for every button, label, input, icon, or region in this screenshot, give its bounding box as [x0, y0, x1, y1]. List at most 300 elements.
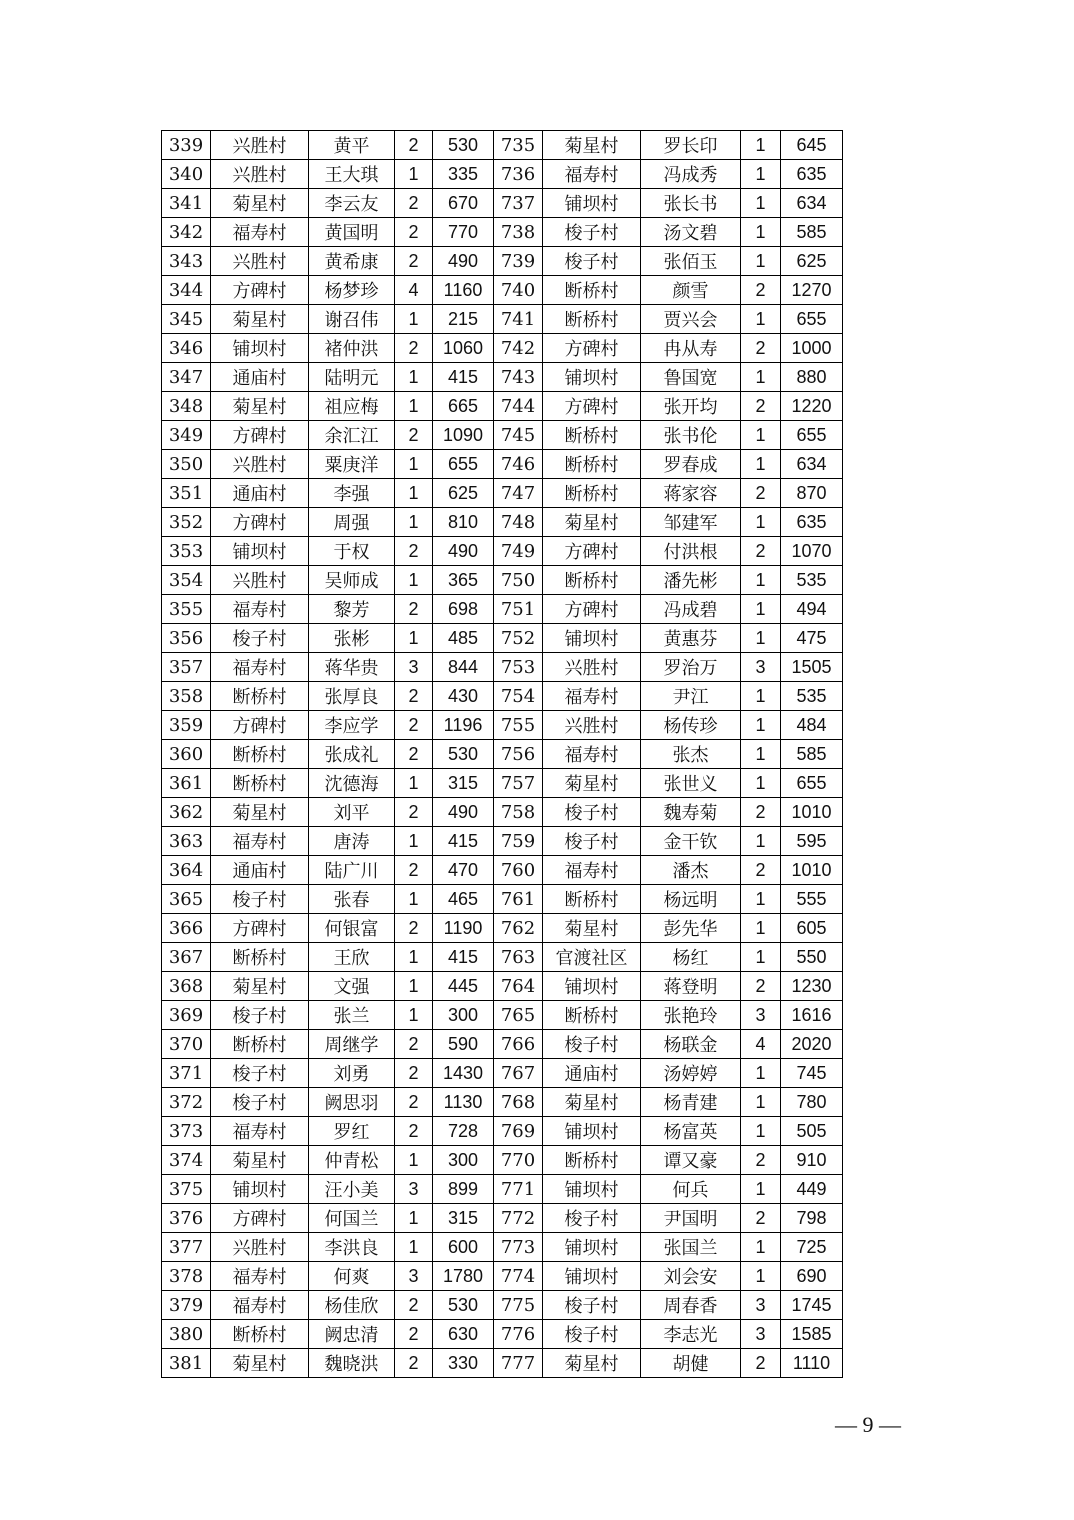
cell-name-right: 张国兰: [641, 1233, 741, 1262]
cell-name-left: 李洪良: [309, 1233, 395, 1262]
cell-village-left: 方碑村: [211, 914, 309, 943]
cell-village-left: 福寿村: [211, 827, 309, 856]
cell-village-left: 兴胜村: [211, 566, 309, 595]
cell-household-size-left: 2: [395, 1088, 433, 1117]
table-row: [162, 1262, 843, 1291]
cell-amount-left: 1090: [433, 421, 494, 450]
cell-serial-left: 353: [162, 537, 211, 566]
cell-name-left: 吴师成: [309, 566, 395, 595]
cell-serial-left: 381: [162, 1349, 211, 1378]
cell-name-right: 胡健: [641, 1349, 741, 1378]
cell-household-size-right: 1: [741, 305, 781, 334]
cell-village-right: 断桥村: [543, 885, 641, 914]
cell-serial-right: 773: [494, 1233, 543, 1262]
cell-household-size-left: 2: [395, 798, 433, 827]
cell-serial-left: 369: [162, 1001, 211, 1030]
cell-serial-right: 770: [494, 1146, 543, 1175]
cell-amount-right: 1745: [781, 1291, 843, 1320]
cell-household-size-left: 1: [395, 566, 433, 595]
cell-serial-left: 366: [162, 914, 211, 943]
cell-amount-right: 635: [781, 508, 843, 537]
cell-amount-right: 535: [781, 682, 843, 711]
cell-household-size-right: 2: [741, 334, 781, 363]
table-row: [162, 566, 843, 595]
cell-amount-left: 315: [433, 769, 494, 798]
cell-name-right: 冉从寿: [641, 334, 741, 363]
cell-household-size-left: 1: [395, 1146, 433, 1175]
cell-amount-left: 490: [433, 537, 494, 566]
cell-serial-right: 763: [494, 943, 543, 972]
table-row: [162, 479, 843, 508]
cell-village-right: 方碑村: [543, 392, 641, 421]
cell-name-right: 潘先彬: [641, 566, 741, 595]
cell-name-right: 彭先华: [641, 914, 741, 943]
cell-serial-right: 751: [494, 595, 543, 624]
cell-amount-left: 415: [433, 827, 494, 856]
cell-name-left: 于权: [309, 537, 395, 566]
table-row: [162, 1204, 843, 1233]
table-row: [162, 653, 843, 682]
cell-name-right: 罗治万: [641, 653, 741, 682]
cell-village-right: 方碑村: [543, 595, 641, 624]
cell-household-size-right: 1: [741, 914, 781, 943]
cell-name-right: 张世义: [641, 769, 741, 798]
cell-serial-right: 765: [494, 1001, 543, 1030]
cell-name-right: 张开均: [641, 392, 741, 421]
cell-village-right: 官渡社区: [543, 943, 641, 972]
cell-serial-left: 348: [162, 392, 211, 421]
cell-serial-left: 356: [162, 624, 211, 653]
cell-amount-right: 1220: [781, 392, 843, 421]
cell-name-right: 杨传珍: [641, 711, 741, 740]
cell-amount-right: 494: [781, 595, 843, 624]
cell-household-size-left: 1: [395, 943, 433, 972]
cell-village-right: 方碑村: [543, 334, 641, 363]
cell-serial-right: 755: [494, 711, 543, 740]
cell-household-size-right: 1: [741, 1088, 781, 1117]
cell-name-right: 蒋家容: [641, 479, 741, 508]
cell-name-right: 邹建军: [641, 508, 741, 537]
cell-serial-right: 735: [494, 131, 543, 160]
cell-household-size-right: 2: [741, 1146, 781, 1175]
cell-household-size-right: 1: [741, 682, 781, 711]
table-row: [162, 421, 843, 450]
cell-household-size-right: 1: [741, 508, 781, 537]
cell-village-right: 福寿村: [543, 856, 641, 885]
cell-serial-right: 766: [494, 1030, 543, 1059]
cell-name-left: 黄希康: [309, 247, 395, 276]
cell-household-size-right: 1: [741, 363, 781, 392]
cell-serial-left: 377: [162, 1233, 211, 1262]
cell-name-left: 黄国明: [309, 218, 395, 247]
cell-serial-left: 367: [162, 943, 211, 972]
cell-household-size-right: 3: [741, 1320, 781, 1349]
cell-household-size-left: 1: [395, 1001, 433, 1030]
cell-household-size-left: 2: [395, 247, 433, 276]
table-row: [162, 943, 843, 972]
cell-serial-right: 774: [494, 1262, 543, 1291]
cell-serial-right: 746: [494, 450, 543, 479]
cell-household-size-right: 1: [741, 160, 781, 189]
cell-village-right: 福寿村: [543, 740, 641, 769]
cell-amount-right: 585: [781, 740, 843, 769]
cell-name-right: 金干钦: [641, 827, 741, 856]
cell-household-size-left: 2: [395, 595, 433, 624]
cell-serial-right: 769: [494, 1117, 543, 1146]
cell-name-left: 何国兰: [309, 1204, 395, 1233]
cell-village-left: 方碑村: [211, 508, 309, 537]
cell-name-right: 张书伦: [641, 421, 741, 450]
cell-amount-right: 585: [781, 218, 843, 247]
cell-village-left: 断桥村: [211, 1320, 309, 1349]
cell-serial-left: 346: [162, 334, 211, 363]
cell-name-right: 李志光: [641, 1320, 741, 1349]
cell-village-right: 断桥村: [543, 305, 641, 334]
table-row: [162, 1291, 843, 1320]
cell-name-right: 罗春成: [641, 450, 741, 479]
cell-name-right: 张佰玉: [641, 247, 741, 276]
cell-amount-right: 1585: [781, 1320, 843, 1349]
cell-village-right: 铺坝村: [543, 363, 641, 392]
cell-name-right: 张杰: [641, 740, 741, 769]
cell-amount-left: 590: [433, 1030, 494, 1059]
cell-serial-right: 750: [494, 566, 543, 595]
cell-name-left: 沈德海: [309, 769, 395, 798]
cell-amount-left: 470: [433, 856, 494, 885]
cell-serial-right: 745: [494, 421, 543, 450]
cell-amount-right: 725: [781, 1233, 843, 1262]
cell-household-size-left: 2: [395, 1030, 433, 1059]
cell-amount-right: 484: [781, 711, 843, 740]
cell-amount-left: 1430: [433, 1059, 494, 1088]
cell-household-size-right: 2: [741, 798, 781, 827]
cell-amount-right: 550: [781, 943, 843, 972]
cell-amount-left: 844: [433, 653, 494, 682]
cell-household-size-right: 2: [741, 1204, 781, 1233]
cell-household-size-right: 1: [741, 421, 781, 450]
cell-household-size-left: 1: [395, 885, 433, 914]
cell-serial-right: 752: [494, 624, 543, 653]
table-row: [162, 711, 843, 740]
cell-amount-left: 530: [433, 131, 494, 160]
cell-name-left: 何爽: [309, 1262, 395, 1291]
cell-serial-right: 775: [494, 1291, 543, 1320]
cell-amount-right: 1070: [781, 537, 843, 566]
cell-household-size-right: 2: [741, 479, 781, 508]
cell-amount-right: 2020: [781, 1030, 843, 1059]
cell-serial-left: 371: [162, 1059, 211, 1088]
cell-amount-left: 490: [433, 798, 494, 827]
cell-village-left: 菊星村: [211, 189, 309, 218]
cell-village-left: 通庙村: [211, 363, 309, 392]
cell-serial-left: 360: [162, 740, 211, 769]
cell-amount-right: 634: [781, 189, 843, 218]
cell-serial-right: 767: [494, 1059, 543, 1088]
table-row: [162, 305, 843, 334]
cell-amount-right: 655: [781, 305, 843, 334]
cell-amount-left: 365: [433, 566, 494, 595]
cell-village-left: 铺坝村: [211, 334, 309, 363]
cell-amount-left: 1196: [433, 711, 494, 740]
cell-name-left: 文强: [309, 972, 395, 1001]
cell-name-right: 潘杰: [641, 856, 741, 885]
cell-serial-left: 373: [162, 1117, 211, 1146]
cell-household-size-left: 1: [395, 450, 433, 479]
cell-village-left: 福寿村: [211, 653, 309, 682]
cell-amount-left: 1190: [433, 914, 494, 943]
cell-village-left: 菊星村: [211, 1349, 309, 1378]
cell-serial-left: 379: [162, 1291, 211, 1320]
cell-name-right: 谭又豪: [641, 1146, 741, 1175]
cell-household-size-right: 1: [741, 1262, 781, 1291]
cell-village-left: 菊星村: [211, 972, 309, 1001]
cell-village-left: 断桥村: [211, 943, 309, 972]
cell-amount-left: 600: [433, 1233, 494, 1262]
cell-serial-right: 739: [494, 247, 543, 276]
cell-household-size-left: 2: [395, 711, 433, 740]
cell-serial-right: 764: [494, 972, 543, 1001]
cell-household-size-left: 2: [395, 1291, 433, 1320]
cell-name-right: 何兵: [641, 1175, 741, 1204]
cell-amount-left: 465: [433, 885, 494, 914]
cell-amount-right: 1010: [781, 856, 843, 885]
cell-serial-left: 364: [162, 856, 211, 885]
cell-amount-right: 475: [781, 624, 843, 653]
cell-amount-right: 595: [781, 827, 843, 856]
cell-name-right: 尹江: [641, 682, 741, 711]
cell-serial-left: 374: [162, 1146, 211, 1175]
cell-household-size-left: 1: [395, 1204, 433, 1233]
cell-serial-right: 738: [494, 218, 543, 247]
cell-name-left: 黄平: [309, 131, 395, 160]
cell-household-size-left: 1: [395, 1233, 433, 1262]
cell-village-right: 菊星村: [543, 1349, 641, 1378]
cell-household-size-right: 1: [741, 885, 781, 914]
cell-village-left: 兴胜村: [211, 1233, 309, 1262]
table-row: [162, 740, 843, 769]
cell-amount-left: 445: [433, 972, 494, 1001]
cell-amount-right: 870: [781, 479, 843, 508]
cell-amount-right: 1000: [781, 334, 843, 363]
cell-name-left: 祖应梅: [309, 392, 395, 421]
cell-serial-left: 339: [162, 131, 211, 160]
cell-amount-right: 645: [781, 131, 843, 160]
cell-amount-left: 625: [433, 479, 494, 508]
cell-amount-right: 655: [781, 421, 843, 450]
cell-serial-right: 749: [494, 537, 543, 566]
cell-name-right: 杨富英: [641, 1117, 741, 1146]
cell-household-size-right: 1: [741, 566, 781, 595]
cell-household-size-right: 1: [741, 769, 781, 798]
cell-name-left: 汪小美: [309, 1175, 395, 1204]
cell-amount-left: 415: [433, 363, 494, 392]
cell-amount-right: 535: [781, 566, 843, 595]
cell-household-size-left: 2: [395, 1059, 433, 1088]
cell-household-size-left: 3: [395, 1175, 433, 1204]
cell-village-right: 通庙村: [543, 1059, 641, 1088]
cell-household-size-left: 3: [395, 1262, 433, 1291]
cell-amount-left: 665: [433, 392, 494, 421]
cell-household-size-right: 3: [741, 1291, 781, 1320]
cell-name-left: 杨梦珍: [309, 276, 395, 305]
cell-household-size-right: 1: [741, 827, 781, 856]
table-row: [162, 131, 843, 160]
cell-village-right: 福寿村: [543, 160, 641, 189]
cell-name-left: 陆广川: [309, 856, 395, 885]
cell-amount-right: 449: [781, 1175, 843, 1204]
table-row: [162, 218, 843, 247]
cell-amount-left: 415: [433, 943, 494, 972]
cell-household-size-left: 2: [395, 131, 433, 160]
cell-name-left: 李强: [309, 479, 395, 508]
table-row: [162, 1001, 843, 1030]
cell-serial-left: 351: [162, 479, 211, 508]
cell-name-left: 黎芳: [309, 595, 395, 624]
cell-amount-right: 690: [781, 1262, 843, 1291]
cell-amount-right: 798: [781, 1204, 843, 1233]
cell-name-left: 何银富: [309, 914, 395, 943]
cell-amount-left: 630: [433, 1320, 494, 1349]
cell-serial-right: 762: [494, 914, 543, 943]
cell-village-left: 兴胜村: [211, 247, 309, 276]
table-row: [162, 595, 843, 624]
table-row: [162, 1117, 843, 1146]
cell-serial-right: 771: [494, 1175, 543, 1204]
cell-household-size-left: 2: [395, 537, 433, 566]
cell-village-left: 福寿村: [211, 218, 309, 247]
cell-name-left: 刘平: [309, 798, 395, 827]
cell-name-left: 陆明元: [309, 363, 395, 392]
cell-serial-right: 744: [494, 392, 543, 421]
cell-household-size-right: 2: [741, 276, 781, 305]
table-row: [162, 827, 843, 856]
cell-name-right: 张艳玲: [641, 1001, 741, 1030]
cell-household-size-right: 1: [741, 189, 781, 218]
cell-serial-right: 760: [494, 856, 543, 885]
cell-name-left: 谢召伟: [309, 305, 395, 334]
cell-serial-right: 740: [494, 276, 543, 305]
cell-name-right: 刘会安: [641, 1262, 741, 1291]
cell-amount-left: 1160: [433, 276, 494, 305]
cell-serial-right: 743: [494, 363, 543, 392]
cell-serial-left: 344: [162, 276, 211, 305]
cell-serial-left: 359: [162, 711, 211, 740]
cell-name-right: 魏寿菊: [641, 798, 741, 827]
cell-serial-right: 747: [494, 479, 543, 508]
cell-household-size-left: 1: [395, 972, 433, 1001]
cell-name-left: 张彬: [309, 624, 395, 653]
cell-household-size-left: 1: [395, 624, 433, 653]
cell-village-right: 方碑村: [543, 537, 641, 566]
cell-household-size-right: 1: [741, 247, 781, 276]
cell-amount-right: 1110: [781, 1349, 843, 1378]
cell-village-left: 铺坝村: [211, 537, 309, 566]
cell-household-size-right: 4: [741, 1030, 781, 1059]
cell-name-right: 鲁国宽: [641, 363, 741, 392]
cell-household-size-left: 1: [395, 160, 433, 189]
cell-name-right: 黄惠芬: [641, 624, 741, 653]
cell-name-right: 付洪根: [641, 537, 741, 566]
cell-village-right: 菊星村: [543, 914, 641, 943]
cell-village-left: 断桥村: [211, 740, 309, 769]
cell-amount-right: 555: [781, 885, 843, 914]
cell-name-right: 尹国明: [641, 1204, 741, 1233]
cell-name-right: 杨远明: [641, 885, 741, 914]
cell-name-left: 王大琪: [309, 160, 395, 189]
table-row: [162, 856, 843, 885]
cell-amount-left: 335: [433, 160, 494, 189]
cell-name-left: 罗红: [309, 1117, 395, 1146]
cell-household-size-right: 1: [741, 1117, 781, 1146]
table-row: [162, 1320, 843, 1349]
cell-village-left: 通庙村: [211, 479, 309, 508]
cell-amount-right: 625: [781, 247, 843, 276]
cell-household-size-right: 2: [741, 972, 781, 1001]
table-row: [162, 537, 843, 566]
table-row: [162, 189, 843, 218]
cell-village-left: 方碑村: [211, 711, 309, 740]
cell-amount-right: 655: [781, 769, 843, 798]
cell-village-left: 菊星村: [211, 1146, 309, 1175]
cell-serial-left: 357: [162, 653, 211, 682]
cell-village-right: 断桥村: [543, 1146, 641, 1175]
cell-village-right: 铺坝村: [543, 1117, 641, 1146]
cell-village-right: 梭子村: [543, 1204, 641, 1233]
cell-serial-left: 361: [162, 769, 211, 798]
table-row: [162, 1233, 843, 1262]
cell-village-right: 断桥村: [543, 421, 641, 450]
table-row: [162, 1146, 843, 1175]
cell-serial-left: 370: [162, 1030, 211, 1059]
cell-name-left: 张成礼: [309, 740, 395, 769]
cell-village-left: 梭子村: [211, 885, 309, 914]
cell-household-size-left: 2: [395, 1117, 433, 1146]
cell-household-size-left: 4: [395, 276, 433, 305]
cell-name-left: 张春: [309, 885, 395, 914]
cell-serial-left: 372: [162, 1088, 211, 1117]
cell-village-right: 铺坝村: [543, 189, 641, 218]
cell-amount-right: 1616: [781, 1001, 843, 1030]
cell-name-right: 周春香: [641, 1291, 741, 1320]
table-row: [162, 624, 843, 653]
cell-village-right: 断桥村: [543, 276, 641, 305]
cell-household-size-left: 2: [395, 740, 433, 769]
cell-village-right: 铺坝村: [543, 1233, 641, 1262]
cell-household-size-left: 1: [395, 508, 433, 537]
cell-name-right: 汤婷婷: [641, 1059, 741, 1088]
cell-name-left: 王欣: [309, 943, 395, 972]
table-row: [162, 914, 843, 943]
cell-village-left: 断桥村: [211, 1030, 309, 1059]
cell-village-left: 方碑村: [211, 276, 309, 305]
cell-amount-left: 300: [433, 1001, 494, 1030]
cell-serial-right: 757: [494, 769, 543, 798]
table-row: [162, 798, 843, 827]
cell-amount-right: 635: [781, 160, 843, 189]
cell-household-size-right: 1: [741, 740, 781, 769]
cell-serial-left: 378: [162, 1262, 211, 1291]
cell-village-right: 梭子村: [543, 798, 641, 827]
table-row: [162, 392, 843, 421]
cell-name-left: 阙思羽: [309, 1088, 395, 1117]
cell-village-right: 铺坝村: [543, 1262, 641, 1291]
cell-household-size-left: 1: [395, 363, 433, 392]
cell-household-size-left: 2: [395, 856, 433, 885]
cell-village-right: 断桥村: [543, 450, 641, 479]
cell-household-size-right: 3: [741, 653, 781, 682]
cell-amount-left: 655: [433, 450, 494, 479]
cell-village-right: 铺坝村: [543, 1175, 641, 1204]
